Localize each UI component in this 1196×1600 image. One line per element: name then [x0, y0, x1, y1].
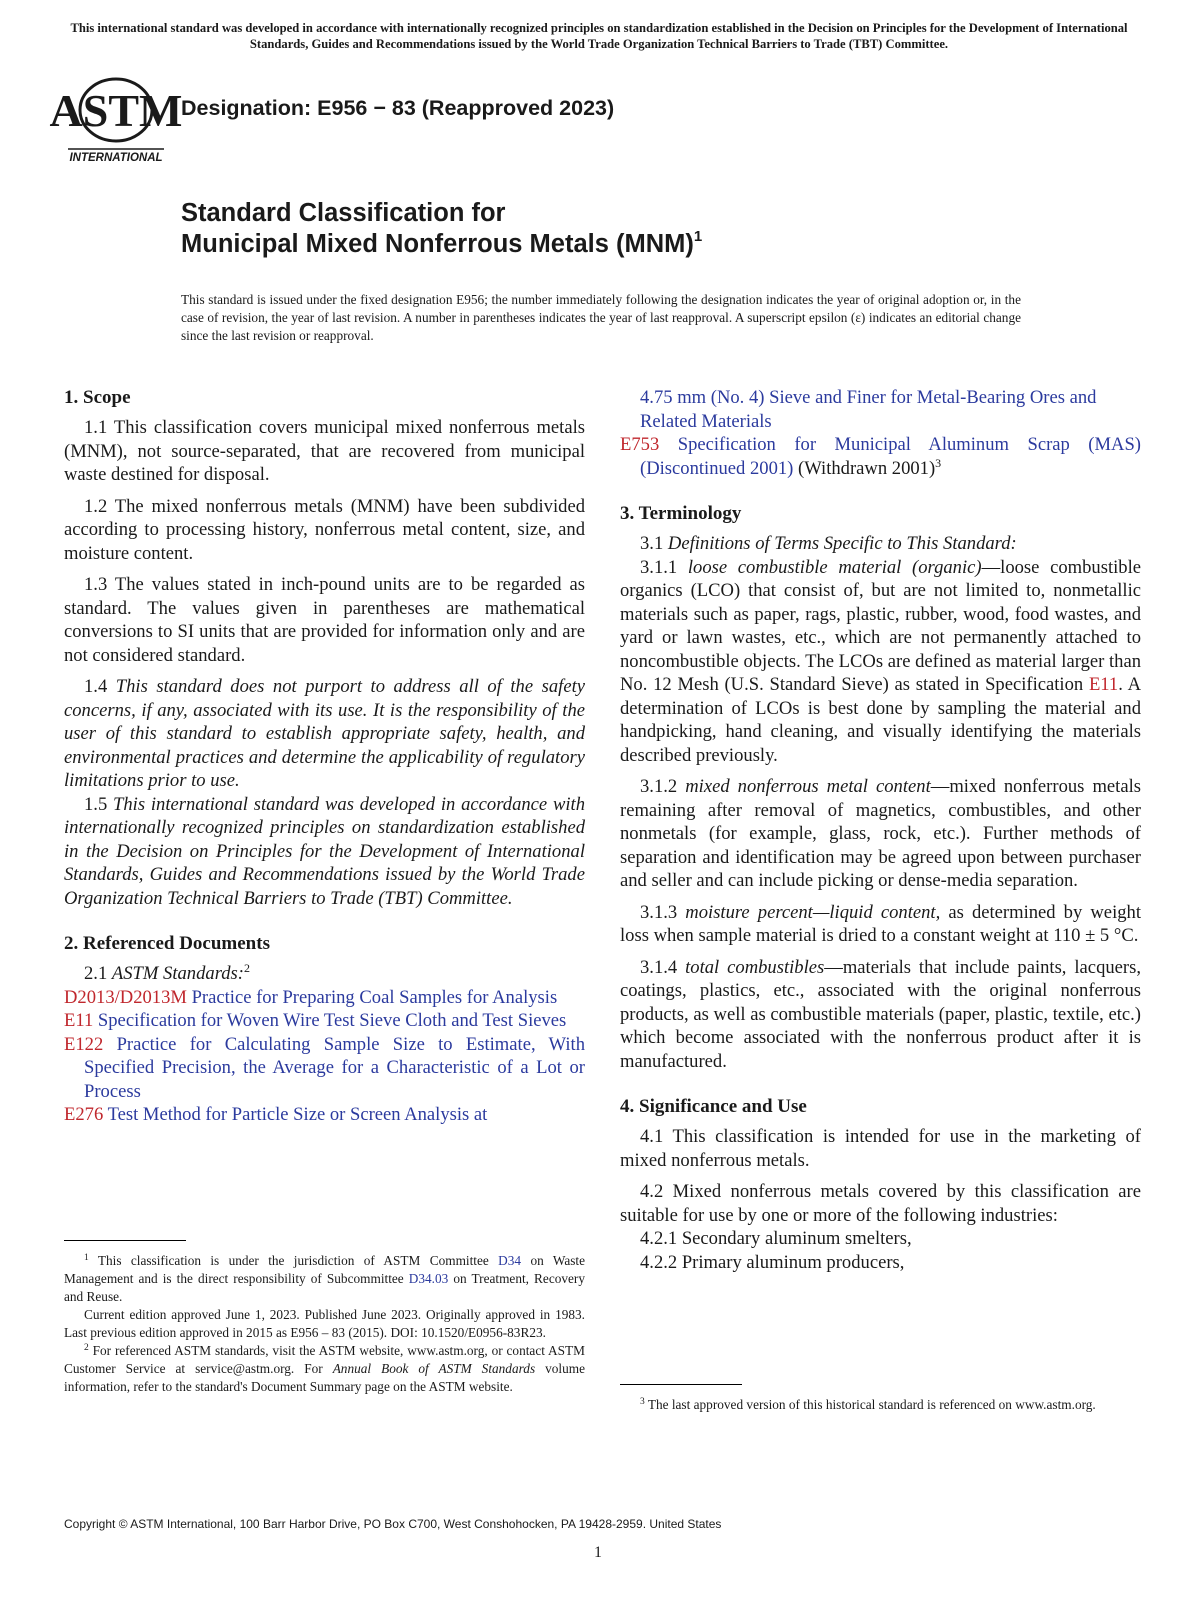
term-definition: —mixed nonferrous metals remaining after removal of magnetics, combustibles, and other nonmetals (for example, glass, rock, etc.). Further methods of separation and identification may be agreed upon between purchaser and seller and can include picking or dense-media separation. — [620, 776, 1141, 891]
scope-para-1-4 — [64, 675, 585, 793]
term-definition-b: . A determination of LCOs is best done by sampling the material and handpicking, hand cleaning, and visually identifying the materials described previously. — [620, 674, 1142, 766]
astm-standards-num: 2.1 — [84, 963, 108, 984]
ref-title[interactable]: Practice for Preparing Coal Samples for Analysis — [191, 986, 558, 1008]
ref-title[interactable]: Specification for Woven Wire Test Sieve Cloth and Test Sieves — [97, 1010, 567, 1031]
ref-e753-footnote-mark[interactable]: 3 — [935, 455, 942, 470]
terminology-3-1-3 — [620, 901, 1141, 948]
wto-notice: This international standard was developed in accordance with internationally recognized principles on standardization established in the Decision on Principles for the Development of International Standards, Guides and Recommendations issued by the World Trade Organization Technical Barriers to Trade (TBT) Committee. — [70, 21, 1128, 51]
terminology-3-1-4 — [620, 956, 1141, 1074]
terminology-3-1-num: 3.1 — [640, 533, 664, 554]
title-footnote-mark[interactable]: 1 — [693, 228, 703, 245]
section-referenced-heading: 2. Referenced Documents — [64, 933, 270, 954]
footnote-1-text-c: on Treatment, Recovery and Reuse. — [64, 1271, 585, 1304]
astm-standards-text: ASTM Standards: — [111, 963, 244, 984]
scope-para-1-5-text: This international standard was developed in accordance with internationally recognized principles on standardization established in the Decision on Principles for the Development of International Standards, Guides and Recommendations issued by the World Trade Organization Technical Barriers to Trade (TBT) Committee. — [64, 793, 585, 909]
ref-e276-continued[interactable]: 4.75 mm (No. 4) Sieve and Finer for Metal-Bearing Ores and Related Materials — [640, 387, 1097, 432]
logo-org-text: INTERNATIONAL — [69, 152, 163, 164]
footnote-2-text-a: For referenced ASTM standards, visit the ASTM website, www.astm.org, or contact ASTM Customer Service at service@astm.org. For — [64, 1343, 586, 1376]
section-scope-heading: 1. Scope — [64, 387, 131, 408]
ref-title[interactable]: Practice for Calculating Sample Size to Estimate, With Specified Precision, the Average for a Characteristic of a Lot or Process — [84, 1033, 585, 1102]
ref-code[interactable]: E276 — [64, 1104, 104, 1125]
ref-code[interactable]: E11 — [64, 1010, 94, 1031]
astm-logo — [49, 70, 183, 166]
ref-e753[interactable] — [620, 433, 1141, 480]
term-num: 3.1.2 — [640, 776, 678, 797]
term-name: mixed nonferrous metal content — [685, 776, 931, 797]
ref-e122[interactable] — [64, 1033, 585, 1104]
designation: Designation: E956 − 83 (Reapproved 2023) — [181, 96, 615, 120]
ref-e276[interactable] — [64, 1103, 585, 1127]
scope-para-1-3: 1.3 The values stated in inch-pound units are to be regarded as standard. The values given in parentheses are mathematical conversions to SI units that are provided for information only and are not considered standard. — [64, 574, 585, 666]
term-num: 3.1.3 — [640, 901, 678, 923]
footnote-1-text-a: This classification is under the jurisdiction of ASTM Committee — [97, 1253, 489, 1268]
scope-para-1-2: 1.2 The mixed nonferrous metals (MNM) have been subdivided according to processing history, nonferrous metal content, size, and moisture content. — [64, 495, 585, 564]
scope-para-1-1: 1.1 This classification covers municipal mixed nonferrous metals (MNM), not source-separated, that are recovered from municipal waste destined for disposal. — [64, 417, 585, 485]
right-column — [620, 386, 1141, 1274]
title-line-2-text: Municipal Mixed Nonferrous Metals (MNM) — [181, 230, 694, 258]
scope-para-1-4-text: This standard does not purport to address all of the safety concerns, if any, associated with its use. It is the responsibility of the user of this standard to establish appropriate safety, health, and environmental practices and determine the applicability of regulatory limitations prior to use. — [64, 676, 585, 791]
scope-para-1-4-num: 1.4 — [84, 676, 108, 697]
significance-4-2-2: 4.2.2 Primary aluminum producers, — [640, 1251, 905, 1273]
ref-code[interactable]: D2013/D2013M — [64, 986, 187, 1008]
page-number: 1 — [594, 1544, 602, 1561]
section-terminology-heading: 3. Terminology — [620, 503, 742, 524]
significance-4-2-1: 4.2.1 Secondary aluminum smelters, — [640, 1228, 912, 1249]
footnote-1-edition: Current edition approved June 1, 2023. Published June 2023. Originally approved in 1983. Last previous edition approved in 2015 as E956 – 83 (2015). DOI: 10.1520/E0956-83R23. — [64, 1307, 585, 1340]
footnotes-left — [64, 1252, 585, 1396]
term-definition: —materials that include paints, lacquers, coatings, plastics, etc., associated with the original nonferrous products, as well as combustible materials (paper, plastic, textile, etc.) which become associated with the nonferrous product after it is manufactured. — [620, 956, 1141, 1072]
term-num: 3.1.4 — [640, 956, 678, 978]
term-num: 3.1.1 — [640, 556, 678, 578]
footnote-2-italic: Annual Book of ASTM Standards — [332, 1361, 536, 1376]
scope-para-1-5 — [64, 793, 585, 911]
astm-wordmark: ASTM — [49, 85, 183, 136]
ref-title[interactable]: Test Method for Particle Size or Screen Analysis at — [107, 1104, 488, 1125]
footnote-2-text-b: volume information, refer to the standard's Document Summary page on the ASTM website. — [64, 1361, 585, 1394]
ref-code[interactable]: E753 — [620, 434, 660, 455]
footnote-2-mark: 2 — [84, 1343, 89, 1353]
footnote-1-mark: 1 — [84, 1253, 89, 1263]
term-name: loose combustible material (organic) — [687, 556, 982, 578]
ref-withdrawn-note: (Withdrawn 2001) — [798, 457, 936, 479]
term-name: moisture percent—liquid content, — [685, 901, 941, 923]
astm-standards-label — [64, 962, 585, 986]
ref-e11[interactable] — [64, 1009, 585, 1033]
subcommittee-d34-03-link[interactable]: D34.03 — [408, 1271, 449, 1286]
term-definition-a: —loose combustible organics (LCO) that consist of, but are not limited to, nonmetallic materials such as paper, rags, plastic, rubber, wood, food wastes, and yard or lawn wastes, etc., which are not permanently attached to noncombustible objects. The LCOs are defined as material larger than No. 12 Mesh (U.S. Standard Sieve) as stated in Specification — [620, 556, 1141, 695]
page-title — [181, 198, 702, 260]
footnote-1-text-b: on Waste Management and is the direct responsibility of Subcommittee — [64, 1253, 586, 1286]
title-line-1: Standard Classification for — [181, 199, 506, 227]
copyright-line: Copyright © ASTM International, 100 Barr Harbor Drive, PO Box C700, West Conshohocken, PA 19428-2959. United States — [64, 1517, 722, 1531]
footnote-1 — [64, 1252, 585, 1306]
ref-d2013[interactable] — [64, 986, 585, 1010]
footnote-2 — [64, 1342, 585, 1396]
footnote-3-text: The last approved version of this historical standard is referenced on www.astm.org. — [647, 1397, 1096, 1412]
spec-e11-link[interactable]: E11 — [1088, 674, 1119, 695]
terminology-3-1-text: Definitions of Terms Specific to This Standard: — [667, 533, 1017, 554]
ref-code[interactable]: E122 — [64, 1033, 104, 1055]
astm-standards-footnote-mark[interactable]: 2 — [243, 961, 250, 975]
footnote-3-mark: 3 — [640, 1397, 645, 1407]
preamble: This standard is issued under the fixed designation E956; the number immediately following the designation indicates the year of original adoption or, in the case of revision, the year of last revision. A number in parentheses indicates the year of last reapproval. A superscript epsilon (ε) indicates an editorial change since the last revision or reapproval. — [181, 292, 1021, 343]
terminology-3-1 — [620, 532, 1141, 556]
title-line-2 — [181, 229, 702, 260]
footnote-3 — [620, 1396, 1141, 1414]
term-definition: as determined by weight loss when sample material is dried to a constant weight at 110 ± 5 °C. — [620, 901, 1141, 946]
significance-4-1: 4.1 This classification is intended for use in the marketing of mixed nonferrous metals. — [620, 1126, 1141, 1171]
section-significance-heading: 4. Significance and Use — [620, 1096, 807, 1117]
terminology-3-1-2 — [620, 775, 1141, 893]
terminology-3-1-1 — [620, 556, 1141, 768]
footnotes-right — [620, 1396, 1141, 1414]
footnote-divider-left — [64, 1240, 186, 1241]
left-column — [64, 386, 585, 1127]
ref-title[interactable]: Specification for Municipal Aluminum Scrap (MAS) (Discontinued 2001) — [640, 434, 1141, 479]
footnote-divider-right — [620, 1384, 742, 1385]
scope-para-1-5-num: 1.5 — [84, 793, 108, 815]
committee-d34-link[interactable]: D34 — [498, 1253, 522, 1268]
term-name: total combustibles — [685, 956, 825, 978]
significance-4-2: 4.2 Mixed nonferrous metals covered by this classification are suitable for use by one or more of the following industries: — [620, 1181, 1141, 1226]
